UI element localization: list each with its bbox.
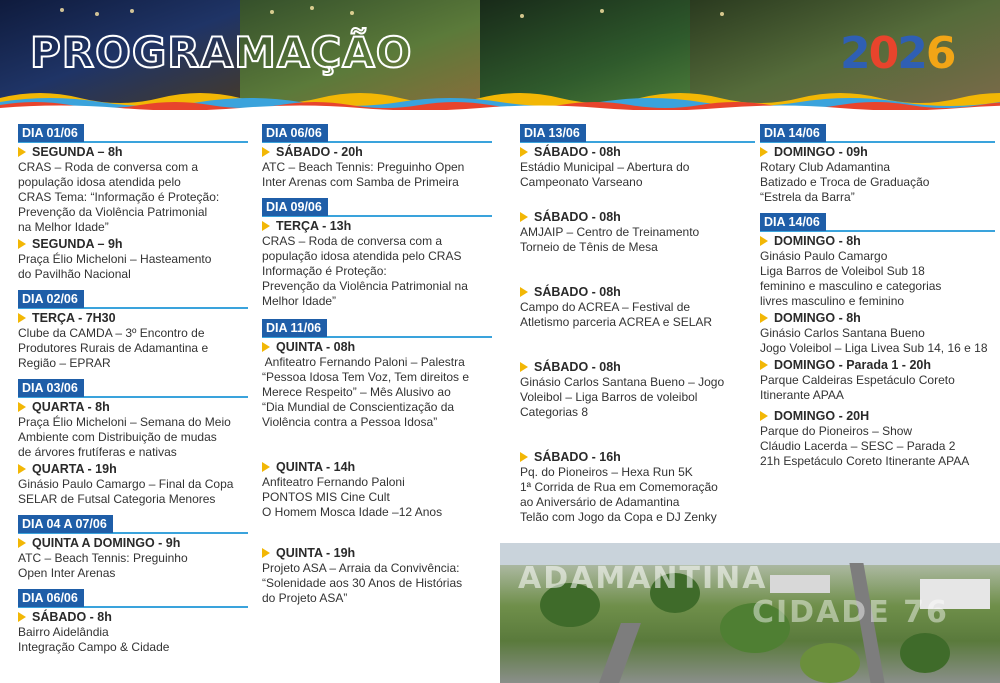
- event-description-line: Anfiteatro Fernando Paloni – Palestra: [262, 355, 465, 369]
- arrow-bullet-icon: [760, 236, 768, 246]
- event-description-line: “Dia Mundial de Conscientização da: [262, 400, 455, 414]
- event-description-line: Batizado e Troca de Graduação: [760, 175, 930, 189]
- day-label: DIA 09/06: [262, 198, 328, 216]
- event-description-line: Ginásio Paulo Camargo: [760, 249, 888, 263]
- event-item: [520, 360, 755, 420]
- arrow-bullet-icon: [520, 212, 528, 222]
- event-time-label: SÁBADO - 08h: [534, 145, 621, 159]
- event-description-line: população idosa atendida pelo CRAS: [262, 249, 462, 263]
- arrow-bullet-icon: [18, 147, 26, 157]
- day-block: [18, 515, 248, 581]
- event-item: [262, 219, 492, 309]
- event-time: [760, 234, 995, 249]
- event-item: [760, 145, 995, 205]
- event-description-line: ao Aniversário de Adamantina: [520, 495, 680, 509]
- event-item: [262, 340, 492, 430]
- event-description-line: 1ª Corrida de Rua em Comemoração: [520, 480, 718, 494]
- event-time-label: SEGUNDA – 9h: [32, 237, 123, 251]
- event-time-label: DOMINGO - 09h: [774, 145, 868, 159]
- arrow-bullet-icon: [262, 342, 270, 352]
- arrow-bullet-icon: [262, 462, 270, 472]
- arrow-bullet-icon: [760, 411, 768, 421]
- event-time-label: QUINTA A DOMINGO - 9h: [32, 536, 181, 550]
- event-time-label: SÁBADO - 08h: [534, 210, 621, 224]
- day-label: DIA 01/06: [18, 124, 84, 142]
- event-time: [262, 219, 492, 234]
- event-description-line: Parque Caldeiras Espetáculo Coreto: [760, 373, 955, 387]
- event-description-line: Inter Arenas com Samba de Primeira: [262, 175, 459, 189]
- arrow-bullet-icon: [18, 538, 26, 548]
- event-description-line: “Solenidade aos 30 Anos de Histórias: [262, 576, 463, 590]
- event-time: [520, 285, 755, 300]
- arrow-bullet-icon: [18, 239, 26, 249]
- event-item: [520, 145, 755, 190]
- event-description-line: Jogo Voleibol – Liga Livea Sub 14, 16 e 18: [760, 341, 988, 355]
- event-time: [262, 546, 492, 561]
- event-description-line: população idosa atendida pelo: [18, 175, 181, 189]
- event-time-label: DOMINGO - Parada 1 - 20h: [774, 358, 931, 372]
- event-description-line: Ginásio Carlos Santana Bueno: [760, 326, 925, 340]
- event-description-line: do Projeto ASA”: [262, 591, 348, 605]
- event-item: [520, 285, 755, 330]
- arrow-bullet-icon: [18, 402, 26, 412]
- day-block: [262, 124, 492, 190]
- event-time-label: DOMINGO - 8h: [774, 311, 861, 325]
- event-description-line: Torneio de Tênis de Mesa: [520, 240, 658, 254]
- year-logo: [840, 28, 955, 79]
- event-item: [18, 462, 248, 507]
- arrow-bullet-icon: [18, 612, 26, 622]
- event-description-line: Prevenção da Violência Patrimonial na: [262, 279, 468, 293]
- event-item: [520, 450, 755, 525]
- event-time-label: SÁBADO - 16h: [534, 450, 621, 464]
- event-time-label: DOMINGO - 8h: [774, 234, 861, 248]
- event-description-line: Produtores Rurais de Adamantina e: [18, 341, 209, 355]
- event-time: [18, 145, 248, 160]
- event-description-line: do Pavilhão Nacional: [18, 267, 131, 281]
- event-description-line: “Pessoa Idosa Tem Voz, Tem direitos e: [262, 370, 469, 384]
- day-block: [18, 589, 248, 655]
- event-item: [18, 311, 248, 371]
- event-description-line: Violência contra a Pessoa Idosa”: [262, 415, 438, 429]
- day-block: [760, 213, 995, 469]
- event-time: [520, 145, 755, 160]
- colorful-wave-border: [0, 84, 1000, 110]
- event-description-line: Liga Barros de Voleibol Sub 18: [760, 264, 925, 278]
- header-banner: [0, 0, 1000, 110]
- event-description-line: Região – EPRAR: [18, 356, 111, 370]
- day-label: DIA 04 A 07/06: [18, 515, 113, 533]
- event-description-line: Categorias 8: [520, 405, 589, 419]
- arrow-bullet-icon: [760, 360, 768, 370]
- day-label: DIA 06/06: [18, 589, 84, 607]
- event-description-line: ATC – Beach Tennis: Preguinho: [18, 551, 188, 565]
- arrow-bullet-icon: [18, 313, 26, 323]
- event-time: [18, 311, 248, 326]
- day-block: [520, 124, 755, 525]
- event-item: [262, 145, 492, 190]
- day-label: DIA 03/06: [18, 379, 84, 397]
- event-description-line: livres masculino e feminino: [760, 294, 905, 308]
- arrow-bullet-icon: [262, 221, 270, 231]
- day-label: DIA 14/06: [760, 213, 826, 231]
- event-time: [18, 462, 248, 477]
- event-description-line: Clube da CAMDA – 3º Encontro de: [18, 326, 205, 340]
- event-description-line: Integração Campo & Cidade: [18, 640, 170, 654]
- event-description-line: SELAR de Futsal Categoria Menores: [18, 492, 216, 506]
- event-description-line: Anfiteatro Fernando Paloni: [262, 475, 405, 489]
- arrow-bullet-icon: [18, 464, 26, 474]
- event-description-line: ATC – Beach Tennis: Preguinho Open: [262, 160, 465, 174]
- event-item: [760, 358, 995, 403]
- aerial-city-photo: [500, 543, 1000, 683]
- year-digit: 0: [868, 28, 898, 79]
- day-label: DIA 06/06: [262, 124, 328, 142]
- event-item: [760, 311, 995, 356]
- event-item: [262, 546, 492, 606]
- event-time: [262, 460, 492, 475]
- event-description-line: Ginásio Carlos Santana Bueno – Jogo: [520, 375, 725, 389]
- event-description-line: Itinerante APAA: [760, 388, 844, 402]
- event-time: [18, 610, 248, 625]
- event-description-line: Projeto ASA – Arraia da Convivência:: [262, 561, 460, 575]
- event-description-line: CRAS – Roda de conversa com a: [262, 234, 443, 248]
- event-time: [18, 536, 248, 551]
- schedule-column-2: [262, 124, 492, 614]
- event-time-label: SEGUNDA – 8h: [32, 145, 123, 159]
- event-item: [18, 610, 248, 655]
- event-description-line: Telão com Jogo da Copa e DJ Zenky: [520, 510, 717, 524]
- event-time: [520, 210, 755, 225]
- event-description-line: “Estrela da Barra”: [760, 190, 855, 204]
- event-time-label: QUINTA - 14h: [276, 460, 356, 474]
- event-description-line: de árvores frutíferas e nativas: [18, 445, 177, 459]
- event-description-line: Estádio Municipal – Abertura do: [520, 160, 690, 174]
- schedule-column-3: [520, 124, 755, 533]
- photo-watermark-age: CIDADE 76: [752, 595, 949, 630]
- event-description-line: Atletismo parceria ACREA e SELAR: [520, 315, 713, 329]
- event-time: [520, 450, 755, 465]
- event-time: [760, 358, 995, 373]
- event-description-line: Praça Élio Micheloni – Hasteamento: [18, 252, 212, 266]
- photo-watermark-city: ADAMANTINA: [518, 561, 768, 596]
- day-block: [18, 290, 248, 371]
- schedule-column-4: [760, 124, 995, 477]
- event-time: [18, 400, 248, 415]
- event-description-line: PONTOS MIS Cine Cult: [262, 490, 390, 504]
- event-time: [262, 340, 492, 355]
- event-description-line: AMJAIP – Centro de Treinamento: [520, 225, 700, 239]
- event-time: [760, 311, 995, 326]
- event-description-line: Parque do Pioneiros – Show: [760, 424, 913, 438]
- event-description-line: Prevenção da Violência Patrimonial: [18, 205, 208, 219]
- event-description-line: Ginásio Paulo Camargo – Final da Copa: [18, 477, 234, 491]
- event-description-line: CRAS – Roda de conversa com a: [18, 160, 199, 174]
- event-description-line: Voleibol – Liga Barros de voleibol: [520, 390, 698, 404]
- event-time-label: TERÇA - 13h: [276, 219, 352, 233]
- event-time-label: SÁBADO - 8h: [32, 610, 112, 624]
- event-description-line: Campeonato Varseano: [520, 175, 643, 189]
- event-time-label: SÁBADO - 08h: [534, 285, 621, 299]
- arrow-bullet-icon: [520, 362, 528, 372]
- event-time: [520, 360, 755, 375]
- event-description-line: 21h Espetáculo Coreto Itinerante APAA: [760, 454, 970, 468]
- day-block: [262, 319, 492, 606]
- event-time-label: QUINTA - 19h: [276, 546, 356, 560]
- event-time: [18, 237, 248, 252]
- event-time: [760, 145, 995, 160]
- event-item: [262, 460, 492, 520]
- day-label: DIA 02/06: [18, 290, 84, 308]
- event-item: [760, 409, 995, 469]
- event-description-line: Campo do ACREA – Festival de: [520, 300, 691, 314]
- day-label: DIA 11/06: [262, 319, 327, 337]
- arrow-bullet-icon: [262, 548, 270, 558]
- event-description-line: feminino e masculino e categorias: [760, 279, 942, 293]
- event-time-label: SÁBADO - 08h: [534, 360, 621, 374]
- event-description-line: Pq. do Pioneiros – Hexa Run 5K: [520, 465, 693, 479]
- arrow-bullet-icon: [760, 313, 768, 323]
- event-item: [18, 237, 248, 282]
- event-time-label: QUINTA - 08h: [276, 340, 356, 354]
- day-label: DIA 14/06: [760, 124, 826, 142]
- page-title: PROGRAMAÇÃO: [30, 28, 413, 77]
- event-time: [262, 145, 492, 160]
- arrow-bullet-icon: [262, 147, 270, 157]
- day-label: DIA 13/06: [520, 124, 586, 142]
- year-digit: 2: [840, 28, 869, 79]
- year-digit: 6: [925, 28, 955, 79]
- event-description-line: O Homem Mosca Idade –12 Anos: [262, 505, 443, 519]
- day-block: [262, 198, 492, 309]
- arrow-bullet-icon: [760, 147, 768, 157]
- event-description-line: Praça Élio Micheloni – Semana do Meio: [18, 415, 231, 429]
- arrow-bullet-icon: [520, 287, 528, 297]
- event-item: [18, 400, 248, 460]
- event-time-label: QUARTA - 8h: [32, 400, 110, 414]
- event-description-line: CRAS Tema: “Informação é Proteção:: [18, 190, 220, 204]
- event-time: [760, 409, 995, 424]
- event-item: [760, 234, 995, 309]
- day-block: [18, 379, 248, 507]
- event-description-line: Rotary Club Adamantina: [760, 160, 891, 174]
- event-time-label: DOMINGO - 20H: [774, 409, 870, 423]
- event-description-line: Cláudio Lacerda – SESC – Parada 2: [760, 439, 956, 453]
- event-description-line: Bairro Aidelândia: [18, 625, 109, 639]
- event-description-line: Ambiente com Distribuição de mudas: [18, 430, 217, 444]
- arrow-bullet-icon: [520, 147, 528, 157]
- day-block: [18, 124, 248, 282]
- schedule-column-1: [18, 124, 248, 663]
- event-item: [18, 536, 248, 581]
- event-description-line: Merece Respeito” – Mês Alusivo ao: [262, 385, 451, 399]
- event-item: [520, 210, 755, 255]
- day-block: [760, 124, 995, 205]
- event-description-line: Informação é Proteção:: [262, 264, 387, 278]
- event-description-line: Melhor Idade”: [262, 294, 337, 308]
- event-time-label: QUARTA - 19h: [32, 462, 117, 476]
- event-description-line: na Melhor Idade”: [18, 220, 109, 234]
- event-time-label: SÁBADO - 20h: [276, 145, 363, 159]
- event-item: [18, 145, 248, 235]
- event-time-label: TERÇA - 7H30: [32, 311, 116, 325]
- arrow-bullet-icon: [520, 452, 528, 462]
- event-description-line: Open Inter Arenas: [18, 566, 116, 580]
- year-digit: 2: [897, 28, 926, 79]
